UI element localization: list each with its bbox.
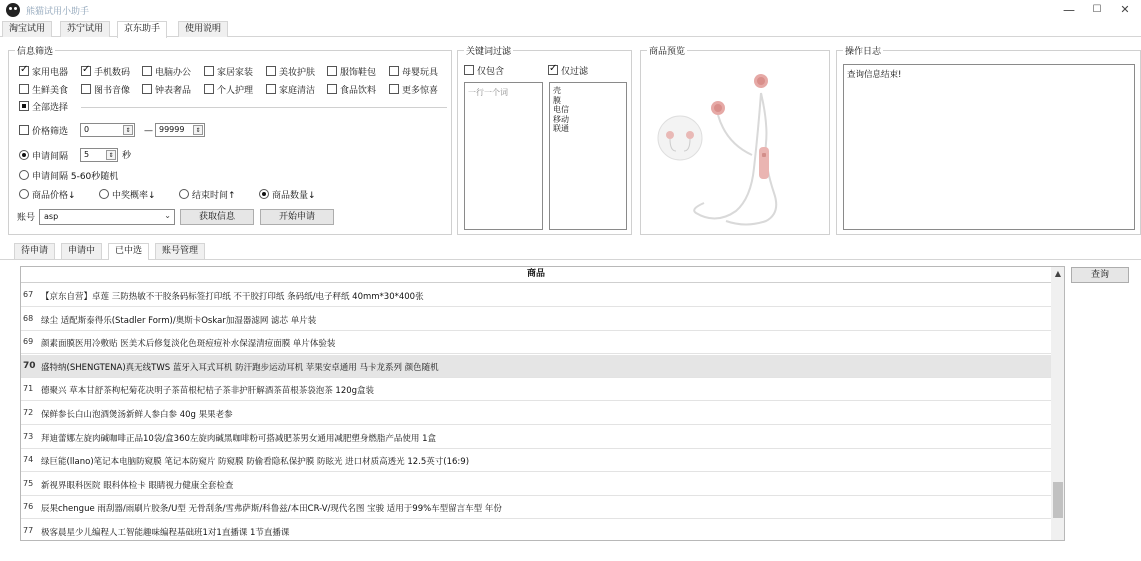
table-row[interactable]	[21, 402, 1051, 425]
account-value: asp	[44, 212, 59, 221]
stepper-arrows-icon[interactable]: ⇕	[106, 150, 116, 160]
product-title: 新视界眼科医院 眼科体检卡 眼睛视力健康全套检查	[41, 480, 234, 491]
table-row[interactable]	[21, 355, 1051, 378]
include-only-checkbox[interactable]: 仅包含	[464, 65, 504, 78]
tab-selected[interactable]: 已中选	[108, 243, 149, 260]
panda-app-icon	[6, 3, 20, 17]
divider	[81, 107, 447, 108]
price-range-dash: —	[144, 126, 153, 136]
table-row[interactable]	[21, 496, 1051, 519]
row-number: 75	[23, 478, 34, 488]
tab-instructions[interactable]: 使用说明	[178, 21, 228, 37]
table-row[interactable]	[21, 284, 1051, 307]
row-number: 73	[23, 431, 34, 441]
category-beauty[interactable]: 美妆护肤	[266, 66, 315, 79]
interval-value: 5	[84, 150, 90, 159]
stepper-arrows-icon[interactable]: ⇕	[123, 125, 133, 135]
exclude-words-textarea[interactable]	[549, 82, 627, 230]
product-preview-title: 商品预览	[647, 44, 687, 57]
table-header: 商品	[21, 267, 1051, 283]
exclude-word: 移动	[553, 114, 569, 124]
get-info-button[interactable]: 获取信息	[180, 209, 254, 225]
table-row[interactable]	[21, 449, 1051, 472]
sort-win-rate-radio[interactable]: 中奖概率↓	[99, 189, 156, 202]
tab-taobao[interactable]: 淘宝试用	[2, 21, 52, 37]
product-title: 绿巨能(llano)笔记本电脑防窥膜 笔记本防窥片 防窥膜 防偷看隐私保护膜 防眩光 进口材质高透光 12.5英寸(16:9)	[41, 457, 470, 468]
scroll-up-icon[interactable]: ▲	[1054, 269, 1062, 278]
operation-log-title: 操作日志	[843, 44, 883, 57]
keyword-filter-title: 关键词过滤	[464, 44, 513, 57]
title-bar	[0, 0, 1141, 20]
tab-pending[interactable]: 待申请	[14, 243, 55, 259]
keyword-filter-group	[457, 47, 632, 235]
tab-account-manage[interactable]: 账号管理	[155, 243, 205, 259]
interval-stepper[interactable]	[80, 148, 118, 162]
product-title: 德聚兴 草本甘舒茶枸杞菊花决明子茶苗根杞桔子茶非护肝解酒茶苗根茶袋泡茶 120g盒装	[41, 386, 375, 397]
price-max-stepper[interactable]	[155, 123, 205, 137]
price-min-stepper[interactable]	[80, 123, 135, 137]
row-number: 71	[23, 384, 34, 394]
account-label: 账号	[17, 213, 36, 223]
category-personal-care[interactable]: 个人护理	[204, 84, 253, 97]
price-max-value: 99999	[159, 125, 185, 134]
table-row[interactable]	[21, 331, 1051, 354]
product-title: 【京东自营】卓莲 三防热敏不干胶条码标签打印纸 不干胶打印纸 条码纸/电子秤纸 40mm*30*400张	[41, 292, 424, 302]
product-title: 颜素面膜医用冷敷贴 医美术后修复淡化色斑痘痘补水保湿清痘面膜 单片体验装	[41, 339, 336, 350]
tab-suning[interactable]: 苏宁试用	[60, 21, 110, 37]
category-baby[interactable]: 母婴玩具	[389, 66, 438, 79]
product-title: 辰果chengue 雨刮器/雨刷片胶条/U型 无骨刮条/雪弗萨斯/科鲁兹/本田CR-V/现代名图 宝骏 适用于99%车型留言车型 年份	[41, 504, 502, 515]
top-tab-bar	[0, 21, 1141, 37]
include-words-textarea[interactable]	[464, 82, 543, 230]
product-title: 绿尘 适配斯泰得乐(Stadler Form)/奥斯卡Oskar加湿器滤网 滤芯 单片装	[41, 315, 317, 326]
product-title: 保鲜参长白山泡酒煲汤新鲜人参白参 40g 果果老参	[41, 410, 233, 420]
category-watches[interactable]: 钟表奢品	[142, 84, 191, 97]
category-cleaning[interactable]: 家庭清洁	[266, 84, 315, 97]
row-number: 72	[23, 408, 34, 417]
row-number: 70	[23, 360, 36, 371]
category-appliances[interactable]: ✓家用电器	[19, 66, 68, 79]
exclude-word: 膜	[553, 95, 561, 105]
account-select[interactable]	[39, 209, 175, 225]
select-all-checkbox[interactable]: 全部选择	[19, 101, 68, 114]
table-row[interactable]	[21, 520, 1051, 541]
category-phones[interactable]: ✓ 手机数码	[81, 66, 130, 79]
row-number: 67	[23, 290, 34, 299]
operation-log-textarea[interactable]	[843, 64, 1135, 230]
exclude-words-list	[553, 86, 569, 134]
tab-jd-assistant[interactable]: 京东助手	[117, 21, 167, 38]
price-filter-checkbox[interactable]: 价格筛选	[19, 125, 68, 138]
info-filter-group	[8, 47, 452, 235]
category-food[interactable]: 食品饮料	[327, 84, 376, 97]
close-button[interactable]: ✕	[1120, 3, 1130, 16]
interval-unit: 秒	[122, 151, 132, 161]
category-computers[interactable]: 电脑办公	[142, 66, 191, 79]
log-text: 查询信息结束!	[847, 70, 902, 80]
interval-random-radio[interactable]: 申请间隔 5-60秒随机	[19, 170, 118, 183]
interval-fixed-radio[interactable]: 申请间隔	[19, 150, 68, 163]
minimize-button[interactable]: —	[1063, 3, 1075, 17]
scroll-thumb[interactable]	[1053, 482, 1063, 518]
exclude-word: 电信	[553, 105, 569, 114]
category-fresh[interactable]: 生鲜美食	[19, 84, 68, 97]
category-apparel[interactable]: 服饰鞋包	[327, 66, 376, 79]
start-apply-button[interactable]: 开始申请	[260, 209, 334, 225]
vertical-scrollbar[interactable]	[1051, 267, 1065, 540]
sort-end-time-radio[interactable]: 结束时间↑	[179, 189, 236, 202]
product-preview-group	[640, 47, 830, 235]
category-more[interactable]: 更多惊喜	[389, 84, 438, 97]
price-min-value: 0	[84, 125, 90, 134]
product-title: 拜迪蕾娜左旋肉碱咖啡正品10袋/盒360左旋肉碱黑咖啡粉可搭减肥茶男女通用减肥塑身燃脂产品使用 1盒	[41, 433, 437, 444]
product-image	[646, 63, 826, 233]
window-title: 熊猫试用小助手	[26, 7, 90, 17]
bottom-tab-line	[0, 259, 1141, 260]
include-words-placeholder: 一行一个词	[468, 88, 508, 97]
query-button[interactable]: 查询	[1071, 267, 1129, 283]
operation-log-group	[836, 47, 1141, 235]
row-number: 68	[23, 313, 34, 323]
row-number: 77	[23, 526, 34, 535]
category-home[interactable]: 家居家装	[204, 66, 253, 79]
products-table	[20, 266, 1065, 541]
table-row[interactable]	[21, 308, 1051, 331]
category-books[interactable]: 图书音像	[81, 84, 130, 97]
table-row[interactable]	[21, 426, 1051, 449]
product-title: 极客晨星少儿编程人工智能趣味编程基础班1对1直播课 1节直播课	[41, 528, 290, 538]
exclude-word: 壳	[553, 86, 561, 95]
exclude-word: 联通	[553, 124, 569, 133]
row-number: 74	[23, 455, 34, 465]
row-number: 69	[23, 337, 34, 347]
sort-quantity-radio[interactable]: 商品数量↓	[259, 189, 316, 202]
tab-applying[interactable]: 申请中	[61, 243, 102, 259]
stepper-arrows-icon[interactable]: ⇕	[193, 125, 203, 135]
chevron-down-icon: ⌄	[164, 211, 171, 220]
info-filter-title: 信息筛选	[15, 44, 55, 57]
sort-price-radio[interactable]: 商品价格↓	[19, 189, 76, 202]
exclude-only-checkbox[interactable]: ✓ 仅过滤	[548, 65, 588, 78]
table-row[interactable]	[21, 378, 1051, 401]
table-row[interactable]	[21, 473, 1051, 496]
row-number: 76	[23, 502, 34, 512]
product-title: 盛特纳(SHENGTENA)真无线TWS 蓝牙入耳式耳机 防汗跑步运动耳机 苹果安卓通用 马卡龙系列 颜色随机	[41, 362, 439, 373]
maximize-button[interactable]: ☐	[1092, 4, 1102, 15]
